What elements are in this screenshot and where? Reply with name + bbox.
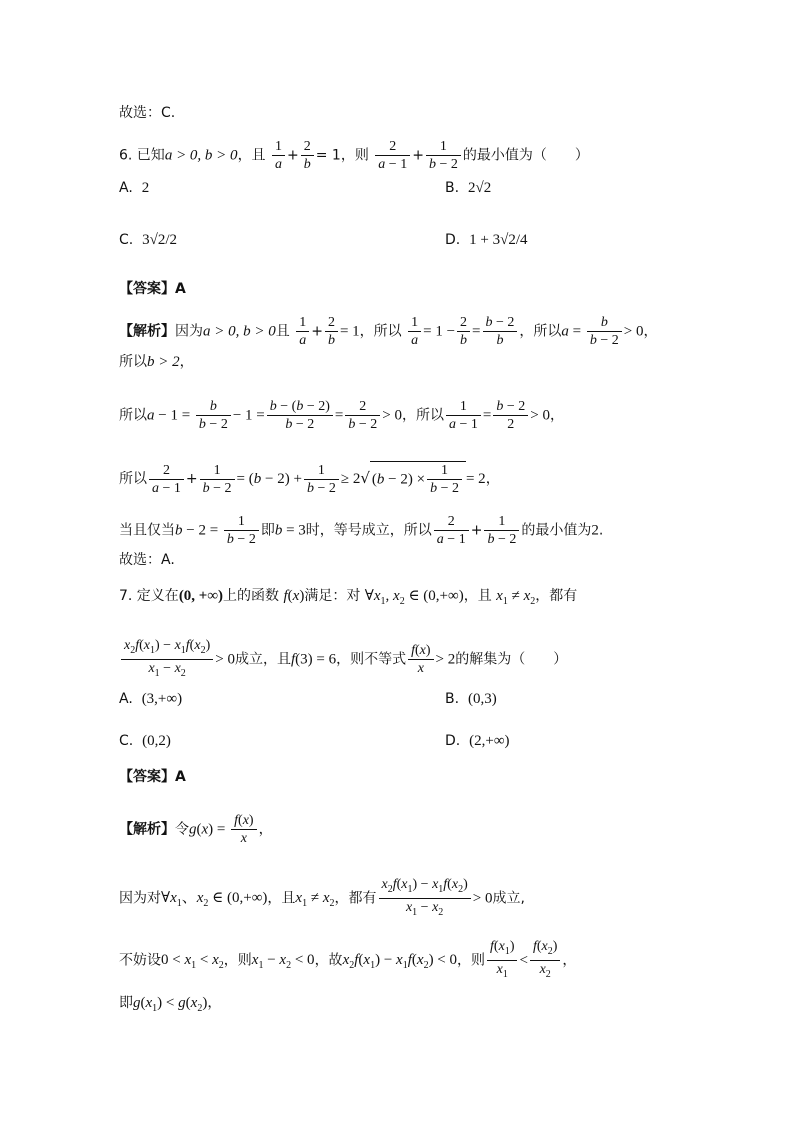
q6-stem-suffix: 的最小值为（ ） (462, 147, 589, 164)
q6-analysis-line-2: 所以b > 2， (119, 354, 194, 370)
q6-option-a[interactable]: A. 2 (119, 180, 150, 196)
q6-option-c[interactable]: C. 3√2/2 (119, 232, 178, 248)
q7-option-a[interactable]: A. (3,+∞) (119, 691, 183, 707)
q7-option-d[interactable]: D. (2,+∞) (445, 733, 510, 749)
q6-answer: 【答案】A (119, 281, 186, 297)
q6-analysis-line-4: 所以 $\frac{2}{a - 1}$ + $\frac{1}{b - 2}$ = (b − 2) + $\frac{1}{b - 2}$ ≥ 2√ (b − 2) × $\frac{1}{b - 2}$ = 2， (119, 462, 500, 496)
q7-option-b[interactable]: B. (0,3) (445, 691, 497, 707)
q7-analysis-line-4: 即$g(x_1) < g(x_2)$， (119, 995, 222, 1014)
q6-stem-mid: ，且 (237, 147, 266, 164)
q7-analysis-line-3: 不妨设$0 < x_1 < x_2$，则$x_1 - x_2 < 0$，故$x_2f(x_1) - x_1f(x_2) < 0$，则 $\frac{f(x_1)}{x_1}$ < $\frac{f(x_2)}{x_2}$ ， (119, 939, 577, 980)
q6-stem-eq: = 1，则 (315, 147, 369, 164)
q6-analysis-line-5: 当且仅当b − 2 = $\frac{1}{b - 2}$ 即b = 3时，等号成立，所以 $\frac{2}{a - 1}$ + $\frac{1}{b - 2}$ 的最小值为2. (119, 514, 604, 547)
q6-analysis-line-3: 所以a − 1 = $\frac{b}{b - 2}$ − 1 = $\frac{b - (b - 2)}{b - 2}$ = $\frac{2}{b - 2}$ > 0，所以 $\frac{1}{a - 1}$ = $\frac{b - 2}{2}$ > 0， (119, 399, 564, 432)
q6-min-value: 2 (591, 522, 599, 539)
q7-stem-line-2: $\frac{x_2f(x_1) - x_1f(x_2)}{x_1 - x_2}$ > 0成立，且f(3) = 6，则不等式 $\frac{f(x)}{x}$ > 2的解集为（ ） (119, 637, 567, 682)
q7-analysis-line-1: 【解析】令g(x) = $\frac{f(x)}{x}$ ， (119, 813, 273, 846)
q6-stem-cond: a > 0, b > 0 (164, 147, 238, 164)
q6-stem-prefix: 6. 已知 (119, 147, 165, 164)
q7-stem-line-1: 7. 定义在(0, +∞)上的函数 f(x)满足：对 $\forall x_1$, $x_2$ ∈ (0,+∞)，且 $x_1 \ne x_2$，都有 (119, 588, 578, 607)
q7-analysis-line-2: 因为对$\forall x_1$、$x_2$ ∈ (0,+∞)，且$x_1 \ne x_2$，都有 $\frac{x_2f(x_1) - x_1f(x_2)}{x_1 - x_2}$ > 0成立, (119, 877, 525, 918)
q6-option-d[interactable]: D. 1 + 3√2/4 (445, 232, 528, 248)
q6-option-b[interactable]: B. 2√2 (445, 180, 492, 196)
q7-option-c[interactable]: C. (0,2) (119, 733, 171, 749)
q6-analysis-line-1: 【解析】因为a > 0, b > 0且 $\frac{1}{a}$ + $\frac{2}{b}$ = 1，所以 $\frac{1}{a}$ = 1 − $\frac{2}{b}$ = $\frac{b - 2}{b}$ ，所以a = $\frac{b}{b - 2}$ > 0， (119, 315, 658, 348)
q7-answer: 【答案】A (119, 769, 186, 785)
prev-conclusion: 故选：C. (119, 105, 176, 121)
q6-stem: 6. 已知a > 0, b > 0，且 $\frac{1}{a}$ + $\frac{2}{b}$ = 1，则 $\frac{2}{a - 1}$ + $\frac{1}{b - 2}$ 的最小值为（ ） (119, 139, 589, 172)
q6-conclusion: 故选：A. (119, 552, 175, 568)
